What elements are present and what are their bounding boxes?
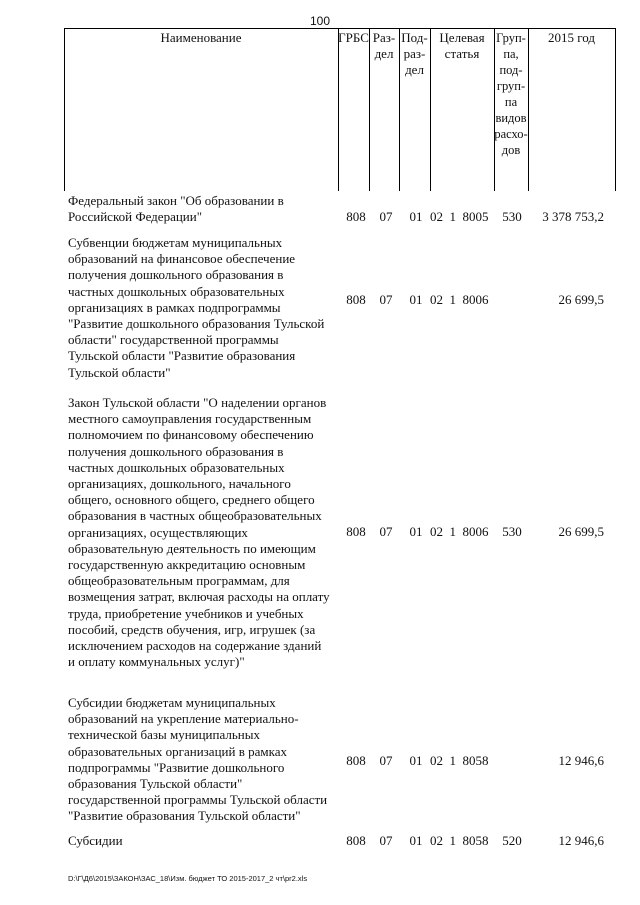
row-podrazdel: 01 bbox=[409, 209, 423, 224]
row-podrazdel: 01 bbox=[409, 753, 423, 768]
row-podrazdel: 01 bbox=[409, 292, 423, 307]
header-divider bbox=[338, 28, 339, 191]
header-gruppa: Груп- па, под- груп- па видов расхо- дов bbox=[494, 31, 528, 157]
row-expense-type: 530 bbox=[502, 209, 522, 224]
header-razdel: Раз- дел bbox=[372, 30, 396, 61]
row-name: Субсидии бюджетам муниципальных образований на укрепление материально-технической базы муниципальных образовательных организаций в рамках подпрограммы "Развитие дошкольного образования Тульской области" государственной программы Тульской области "Развитие образования Тульской области" bbox=[68, 695, 328, 824]
row-podrazdel: 01 bbox=[409, 524, 423, 539]
page-number: 100 bbox=[309, 14, 331, 28]
row-grbs: 808 bbox=[346, 753, 366, 768]
row-grbs: 808 bbox=[346, 833, 366, 848]
header-divider bbox=[64, 28, 65, 191]
row-amount: 12 946,6 bbox=[558, 833, 604, 848]
row-amount: 26 699,5 bbox=[558, 524, 604, 539]
row-grbs: 808 bbox=[346, 209, 366, 224]
row-target-article: 02 1 8006 bbox=[430, 524, 489, 539]
row-razdel: 07 bbox=[379, 292, 393, 307]
row-amount: 12 946,6 bbox=[558, 753, 604, 768]
row-razdel: 07 bbox=[379, 209, 393, 224]
file-path-footer: D:\Г\Д6\2015\ЗАКОН\ЗАС_18\Изм. бюджет ТО 2015-2017_2 чт\pr2.xls bbox=[68, 874, 308, 883]
row-target-article: 02 1 8058 bbox=[430, 833, 489, 848]
row-amount: 3 378 753,2 bbox=[542, 209, 604, 224]
row-target-article: 02 1 8006 bbox=[430, 292, 489, 307]
header-name: Наименование bbox=[160, 30, 242, 45]
row-razdel: 07 bbox=[379, 753, 393, 768]
header-year: 2015 год bbox=[548, 30, 595, 45]
row-expense-type: 530 bbox=[502, 524, 522, 539]
header-divider bbox=[528, 28, 529, 191]
header-grbs: ГРБС bbox=[338, 30, 369, 45]
row-target-article: 02 1 8005 bbox=[430, 209, 489, 224]
row-razdel: 07 bbox=[379, 833, 393, 848]
row-grbs: 808 bbox=[346, 292, 366, 307]
row-target-article: 02 1 8058 bbox=[430, 753, 489, 768]
row-name: Федеральный закон "Об образовании в Российской Федерации" bbox=[68, 193, 284, 225]
header-podrazdel: Под- раз- дел bbox=[401, 30, 428, 77]
row-name: Субвенции бюджетам муниципальных образований на финансовое обеспечение получения дошкольного образования в частных дошкольных образовательных организациях в рамках подпрограммы "Развитие дошкольного образования Тульской области" государственной программы Тульской области "Развитие образования Тульской области" bbox=[68, 235, 325, 380]
row-name: Закон Тульской области "О наделении органов местного самоуправления государственным полномочием по финансовому обеспечению получения дошкольного образования в частных дошкольных образовательных организациях, дошкольного, начального общего, основного общего, среднего общего образования в частных общеобразовательных организациях, осуществляющих образовательную деятельность по имеющим государственную аккредитацию основным общеобразовательным программам, для возмещения затрат, включая расходы на оплату труда, приобретение учебников и учебных пособий, средств обучения, игр, игрушек (за исключением расходов на содержание зданий и оплату коммунальных услуг)" bbox=[68, 395, 330, 670]
row-podrazdel: 01 bbox=[409, 833, 423, 848]
row-grbs: 808 bbox=[346, 524, 366, 539]
row-amount: 26 699,5 bbox=[558, 292, 604, 307]
row-razdel: 07 bbox=[379, 524, 393, 539]
row-expense-type: 520 bbox=[502, 833, 522, 848]
header-celevaya: Целевая статья bbox=[439, 30, 485, 61]
header-divider bbox=[615, 28, 616, 191]
row-name: Субсидии bbox=[68, 833, 123, 848]
header-top-rule bbox=[64, 28, 616, 29]
